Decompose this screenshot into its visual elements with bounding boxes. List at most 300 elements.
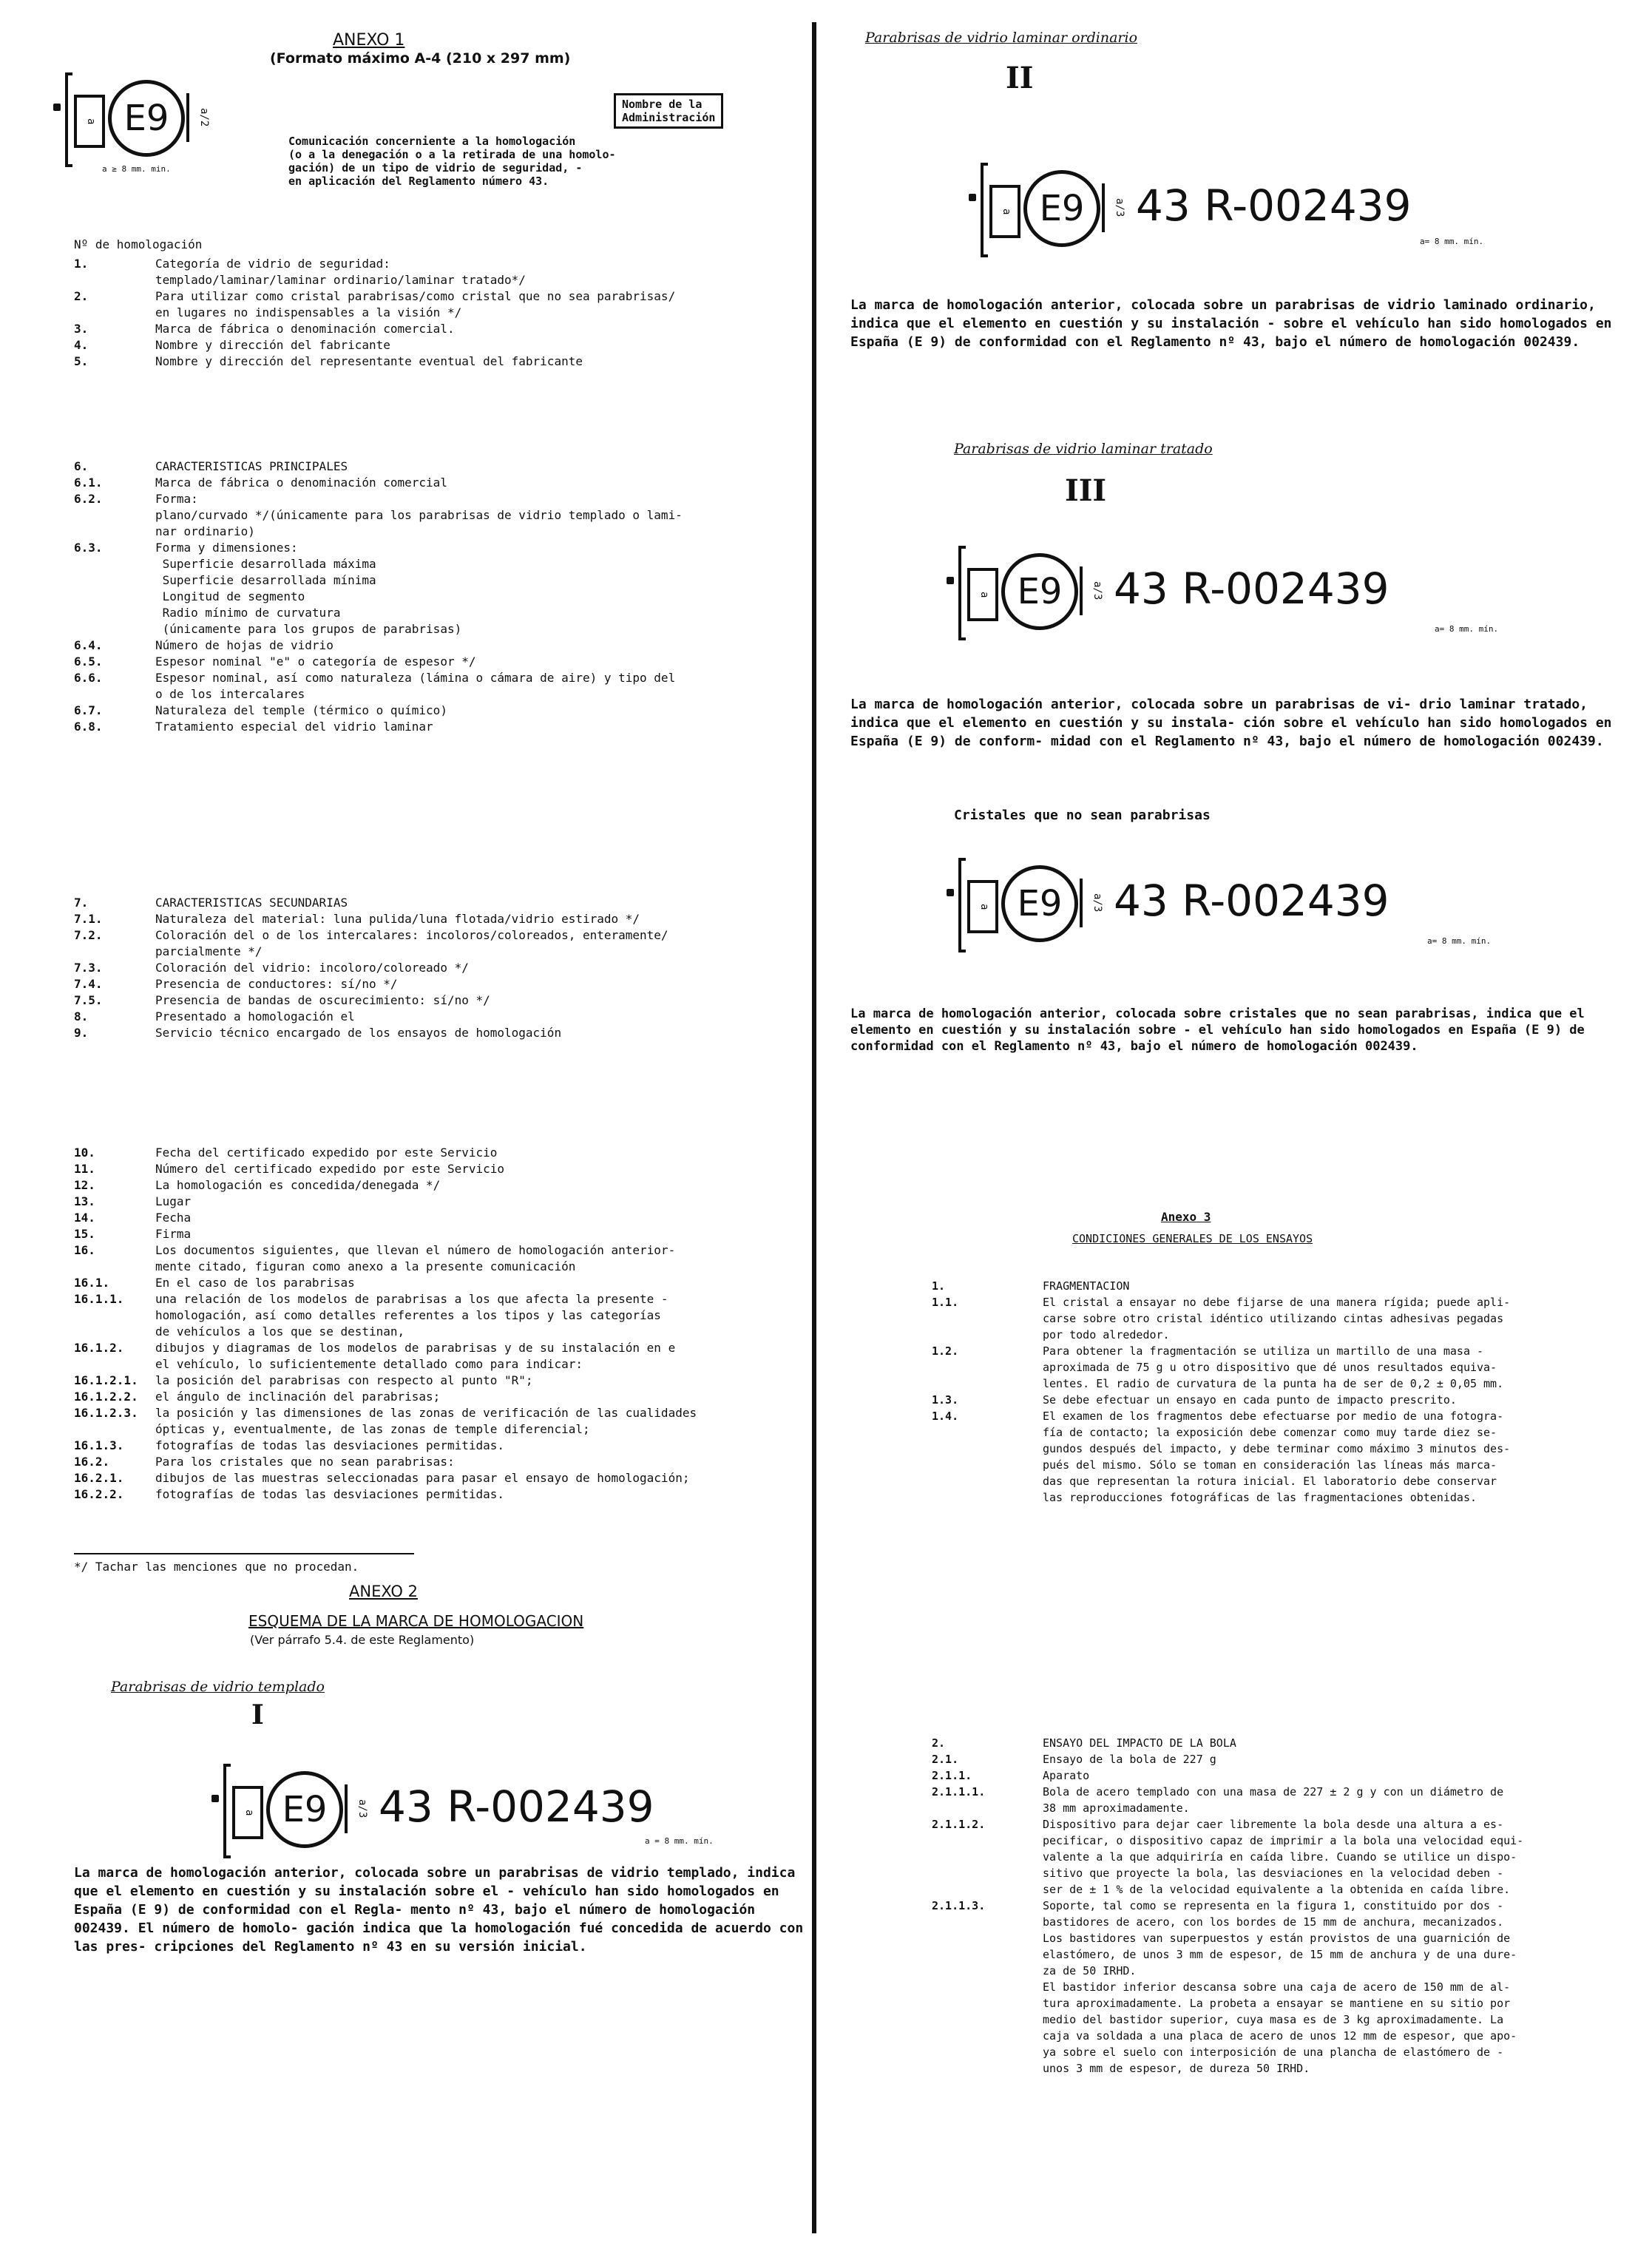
list-item xyxy=(74,1242,799,1259)
item-number: 16.1.2.2. xyxy=(74,1390,138,1404)
list-item xyxy=(74,305,799,321)
item-number: 16.2. xyxy=(74,1455,110,1469)
item-text: Presencia de bandas de oscurecimiento: sí/no */ xyxy=(155,993,490,1007)
list-item xyxy=(74,572,799,589)
list-item xyxy=(932,1457,1642,1473)
item-text: ópticas y, eventualmente, de las zonas de temple diferencial; xyxy=(155,1422,590,1436)
item-number: 16.1.2.3. xyxy=(74,1406,138,1420)
item-number: 2.1.1.1. xyxy=(932,1785,986,1799)
item-text: el vehículo, lo suficientemente detallado como para indicar: xyxy=(155,1357,583,1371)
annex1-mark xyxy=(53,72,275,174)
list-item xyxy=(74,524,799,540)
list-item xyxy=(932,1278,1642,1294)
list-item xyxy=(74,556,799,572)
item-number: 15. xyxy=(74,1227,95,1241)
item-text: Superficie desarrollada máxima xyxy=(155,557,376,571)
item-number: 13. xyxy=(74,1194,95,1208)
annex2-subtitle: ESQUEMA DE LA MARCA DE HOMOLOGACION xyxy=(248,1612,584,1630)
item-number: 16.2.2. xyxy=(74,1487,124,1501)
item-text: Para obtener la fragmentación se utiliza un martillo de una masa - xyxy=(1043,1344,1484,1358)
list-item xyxy=(74,637,799,654)
list-item xyxy=(74,1226,799,1242)
list-item xyxy=(932,2011,1642,2028)
item-text: El cristal a ensayar no debe fijarse de una manera rígida; puede apli- xyxy=(1043,1296,1511,1309)
list-item xyxy=(932,1294,1642,1310)
item-text: FRAGMENTACION xyxy=(1043,1279,1130,1293)
item-number: 6.3. xyxy=(74,541,103,555)
list-item xyxy=(74,1161,799,1177)
item-text: El bastidor inferior descansa sobre una caja de acero de 150 mm de al- xyxy=(1043,1980,1511,1994)
item-text: parcialmente */ xyxy=(155,944,263,958)
item-text: Presentado a homologación el xyxy=(155,1009,355,1023)
item-text: gundos después del impacto, y debe terminar como máximo 3 minutos des- xyxy=(1043,1442,1511,1455)
mark-e-circle: E9 xyxy=(266,1771,343,1848)
mark-small-box: a xyxy=(989,185,1020,238)
form-items-2 xyxy=(74,458,799,735)
list-item xyxy=(74,1259,799,1275)
item-number: 7. xyxy=(74,896,89,910)
list-item xyxy=(74,719,799,735)
list-item xyxy=(74,944,799,960)
mark-footnote: a= 8 mm. mín. xyxy=(1435,624,1499,634)
mark-e-circle: E9 xyxy=(108,80,185,157)
item-text: La homologación es concedida/denegada */ xyxy=(155,1178,441,1192)
item-text: tura aproximadamente. La probeta a ensayar se mantiene en su sitio por xyxy=(1043,1997,1511,2010)
mark-bracket xyxy=(958,546,966,640)
form-items-3 xyxy=(74,895,799,1041)
list-item xyxy=(74,1291,799,1307)
list-item xyxy=(932,1849,1642,1865)
cristales-heading: Cristales que no sean parabrisas xyxy=(954,808,1211,823)
mark-approval-number: 43 R-002439 xyxy=(379,1781,654,1832)
item-number: 16.1.2.1. xyxy=(74,1373,138,1387)
comm-line: en aplicación del Reglamento número 43. xyxy=(288,175,549,188)
item-text: plano/curvado */(únicamente para los parabrisas de vidrio templado o lami- xyxy=(155,508,683,522)
item-number: 6.6. xyxy=(74,671,103,685)
item-text: aproximada de 75 g u otro dispositivo que dé unos resultados equiva- xyxy=(1043,1361,1497,1374)
item-number: 6.2. xyxy=(74,492,103,506)
list-item xyxy=(74,540,799,556)
templado-heading: Parabrisas de vidrio templado xyxy=(111,1679,325,1695)
list-item xyxy=(932,1946,1642,1963)
list-item xyxy=(74,288,799,305)
form-items-1 xyxy=(74,256,799,370)
item-text: Radio mínimo de curvatura xyxy=(155,606,341,620)
cristales-paragraph: La marca de homologación anterior, colocada sobre cristales que no sean parabrisas, indica que el elemento en cuestión y su instalación sobre - el vehículo han sido homologados en España (E 9) de conformidad con el Reglamento nº 43, bajo el número de homologación 002439. xyxy=(850,1006,1585,1054)
list-item xyxy=(74,976,799,992)
item-text: por todo alrededor. xyxy=(1043,1328,1170,1341)
item-number: 7.4. xyxy=(74,977,103,991)
comm-line: gación) de un tipo de vidrio de seguridad, - xyxy=(288,161,583,175)
mark-e-circle: E9 xyxy=(1001,865,1078,942)
item-text: dibujos y diagramas de los modelos de parabrisas y de su instalación en e xyxy=(155,1341,676,1355)
mark-small-box: a xyxy=(74,95,105,148)
list-item xyxy=(932,2028,1642,2044)
item-text: Bola de acero templado con una masa de 227 ± 2 g y con un diámetro de xyxy=(1043,1785,1504,1799)
mark-bullet xyxy=(53,104,61,111)
item-text: Aparato xyxy=(1043,1769,1090,1782)
item-text: bastidores de acero, con los bordes de 15 mm de anchura, mecanizados. xyxy=(1043,1915,1504,1929)
list-item xyxy=(74,1373,799,1389)
list-item xyxy=(932,1784,1642,1800)
mark-small-dim: a/3 xyxy=(345,1784,368,1833)
mark-small-box: a xyxy=(967,880,998,933)
list-item xyxy=(932,1310,1642,1327)
list-item xyxy=(74,1486,799,1503)
laminar-ordinario-mark xyxy=(969,163,1560,251)
list-item xyxy=(74,670,799,686)
mark-footnote: a = 8 mm. mín. xyxy=(645,1836,714,1846)
list-item xyxy=(932,1359,1642,1375)
item-number: 12. xyxy=(74,1178,95,1192)
item-text: fía de contacto; la exposición debe comenzar como muy tarde diez se- xyxy=(1043,1426,1497,1439)
item-text: una relación de los modelos de parabrisas a los que afecta la presente - xyxy=(155,1292,668,1306)
list-item xyxy=(74,686,799,703)
item-text: nar ordinario) xyxy=(155,524,255,538)
item-number: 16. xyxy=(74,1243,95,1257)
list-item xyxy=(932,1473,1642,1489)
mark-e-circle: E9 xyxy=(1001,553,1078,630)
laminar-tratado-mark xyxy=(947,546,1538,635)
mark-small-dim: a/3 xyxy=(1080,879,1103,927)
list-item xyxy=(74,621,799,637)
mark-bullet xyxy=(969,194,976,201)
item-text: Servicio técnico encargado de los ensayos de homologación xyxy=(155,1026,562,1040)
list-item xyxy=(74,353,799,370)
mark-approval-number: 43 R-002439 xyxy=(1114,564,1389,614)
list-item xyxy=(74,960,799,976)
list-item xyxy=(74,1340,799,1356)
item-text: Tratamiento especial del vidrio laminar xyxy=(155,720,433,734)
item-text: ser de ± 1 % de la velocidad equivalente a la obtenida en caída libre. xyxy=(1043,1883,1511,1896)
annex2-reference: (Ver párrafo 5.4. de este Reglamento) xyxy=(250,1633,475,1647)
item-text: dibujos de las muestras seleccionadas para pasar el ensayo de homologación; xyxy=(155,1471,690,1485)
mark-bracket xyxy=(958,858,966,952)
item-text: Número de hojas de vidrio xyxy=(155,638,334,652)
item-number: 2.1.1.2. xyxy=(932,1818,986,1831)
item-text: ya sobre el suelo con interposición de una plancha de elastómero de - xyxy=(1043,2045,1504,2059)
item-text: Lugar xyxy=(155,1194,192,1208)
list-item xyxy=(74,458,799,475)
item-number: 4. xyxy=(74,338,89,352)
annex3-subtitle: CONDICIONES GENERALES DE LOS ENSAYOS xyxy=(1072,1232,1313,1245)
item-text: Marca de fábrica o denominación comercial. xyxy=(155,322,455,336)
item-text: Naturaleza del material: luna pulida/luna flotada/vidrio estirado */ xyxy=(155,912,640,926)
list-item xyxy=(74,927,799,944)
item-text: Fecha del certificado expedido por este Servicio xyxy=(155,1146,498,1160)
item-text: (únicamente para los grupos de parabrisas) xyxy=(155,622,462,636)
list-item xyxy=(74,272,799,288)
list-item xyxy=(932,2060,1642,2077)
list-item xyxy=(74,1454,799,1470)
laminar-ordinario-symbol: II xyxy=(1006,61,1034,95)
list-item xyxy=(932,1392,1642,1408)
item-text: Firma xyxy=(155,1227,192,1241)
list-item xyxy=(932,1767,1642,1784)
mark-bullet xyxy=(947,577,954,584)
item-text: za de 50 IRHD. xyxy=(1043,1964,1137,1977)
item-text: la posición del parabrisas con respecto al punto "R"; xyxy=(155,1373,533,1387)
list-item xyxy=(74,507,799,524)
laminar-tratado-symbol: III xyxy=(1065,473,1107,508)
list-item xyxy=(932,1800,1642,1816)
laminar-ordinario-paragraph: La marca de homologación anterior, colocada sobre un parabrisas de vidrio laminado ordinario, indica que el elemento en cuestión y su instalación - sobre el vehículo han sido homologados en España (E 9) de conformidad con el Reglamento nº 43, bajo el número de homologación 002439. xyxy=(850,297,1612,350)
list-item xyxy=(932,1979,1642,1995)
item-text: Número del certificado expedido por este Servicio xyxy=(155,1162,505,1176)
item-number: 1.2. xyxy=(932,1344,959,1358)
item-text: Soporte, tal como se representa en la figura 1, constituido por dos - xyxy=(1043,1899,1504,1912)
list-item xyxy=(932,1489,1642,1506)
item-text: mente citado, figuran como anexo a la presente comunicación xyxy=(155,1259,576,1273)
laminar-ordinario-heading: Parabrisas de vidrio laminar ordinario xyxy=(865,30,1138,46)
item-number: 9. xyxy=(74,1026,89,1040)
list-item xyxy=(74,1405,799,1421)
list-item xyxy=(932,1865,1642,1881)
laminar-tratado-heading: Parabrisas de vidrio laminar tratado xyxy=(954,441,1213,457)
communication-text xyxy=(288,135,616,188)
item-text: o de los intercalares xyxy=(155,687,305,701)
list-item xyxy=(74,1177,799,1194)
item-text: Los documentos siguientes, que llevan el número de homologación anterior- xyxy=(155,1243,676,1257)
item-text: Naturaleza del temple (térmico o químico) xyxy=(155,703,447,717)
list-item xyxy=(74,1421,799,1438)
annex1-format: (Formato máximo A-4 (210 x 297 mm) xyxy=(270,50,571,67)
item-text: Para utilizar como cristal parabrisas/como cristal que no sea parabrisas/ xyxy=(155,289,676,303)
item-text: el ángulo de inclinación del parabrisas; xyxy=(155,1390,441,1404)
item-number: 10. xyxy=(74,1146,95,1160)
mark-footnote: a ≥ 8 mm. min. xyxy=(102,164,171,174)
laminar-tratado-paragraph: La marca de homologación anterior, colocada sobre un parabrisas de vi- drio laminar tratado, indica que el elemento en cuestión y su instala- ción sobre el vehículo han sido homologados en España (E 9) de conform- midad con el Reglamento nº 43, bajo el número de homologación 002439. xyxy=(850,697,1612,749)
list-item xyxy=(74,1307,799,1324)
item-text: Ensayo de la bola de 227 g xyxy=(1043,1753,1216,1766)
cristales-mark xyxy=(947,858,1538,947)
item-text: homologación, así como detalles referentes a los tipos y las categorías xyxy=(155,1308,661,1322)
list-item xyxy=(74,703,799,719)
item-number: 2.1. xyxy=(932,1753,959,1766)
mark-small-dim: a/2 xyxy=(186,93,210,142)
item-number: 16.1.2. xyxy=(74,1341,124,1355)
mark-bracket xyxy=(223,1764,231,1858)
item-number: 7.1. xyxy=(74,912,103,926)
item-text: medio del bastidor superior, cuya masa es de 3 kg aproximadamente. La xyxy=(1043,2013,1504,2026)
item-text: fotografías de todas las desviaciones permitidas. xyxy=(155,1438,505,1452)
item-number: 16.1.1. xyxy=(74,1292,124,1306)
mark-small-box: a xyxy=(967,568,998,621)
form-items-4 xyxy=(74,1145,799,1503)
list-item xyxy=(932,2044,1642,2060)
mark-e-circle: E9 xyxy=(1023,170,1100,247)
item-text: elastómero, de unos 3 mm de espesor, de 15 mm de anchura y de una dure- xyxy=(1043,1948,1517,1961)
list-item xyxy=(74,895,799,911)
list-item xyxy=(932,1816,1642,1833)
mark-footnote: a= 8 mm. mín. xyxy=(1420,237,1484,246)
annex3-section-1 xyxy=(932,1278,1642,1506)
admin-line-2: Administración xyxy=(622,111,716,124)
item-number: 1.4. xyxy=(932,1410,959,1423)
item-text: Coloración del vidrio: incoloro/coloreado */ xyxy=(155,961,469,975)
item-text: pecificar, o dispositivo capaz de imprimir a la bola una velocidad equi- xyxy=(1043,1834,1524,1847)
list-item xyxy=(74,491,799,507)
mark-bracket xyxy=(981,163,988,257)
footnote: */ Tachar las menciones que no procedan. xyxy=(74,1560,359,1574)
item-text: CARACTERISTICAS PRINCIPALES xyxy=(155,459,348,473)
list-item xyxy=(74,1356,799,1373)
admin-name-box xyxy=(614,93,723,129)
list-item xyxy=(74,337,799,353)
item-text: Forma y dimensiones: xyxy=(155,541,298,555)
list-item xyxy=(74,1275,799,1291)
list-item xyxy=(74,1194,799,1210)
mark-small-box: a xyxy=(232,1786,263,1839)
item-text: Se debe efectuar un ensayo en cada punto de impacto prescrito. xyxy=(1043,1393,1457,1407)
item-text: sitivo que proyecte la bola, las desviaciones en la velocidad deben - xyxy=(1043,1867,1504,1880)
item-number: 6.8. xyxy=(74,720,103,734)
item-number: 5. xyxy=(74,354,89,368)
item-text: Espesor nominal, así como naturaleza (lámina o cámara de aire) y tipo del xyxy=(155,671,676,685)
list-item xyxy=(932,1898,1642,1914)
item-text: Nombre y dirección del fabricante xyxy=(155,338,390,352)
item-text: Los bastidores van superpuestos y están provistos de una guarnición de xyxy=(1043,1932,1511,1945)
mark-approval-number: 43 R-002439 xyxy=(1114,876,1389,926)
item-number: 2.1.1.3. xyxy=(932,1899,986,1912)
list-item xyxy=(932,1424,1642,1441)
item-number: 6.7. xyxy=(74,703,103,717)
templado-paragraph: La marca de homologación anterior, colocada sobre un parabrisas de vidrio templado, indica que el elemento en cuestión y su instalación sobre el - vehículo han sido homologados en España (E 9) de conformidad con el Regla- mento nº 43, bajo el número de homologación 002439. El número de homolo- gación indica que la homologación fué concedida de acuerdo con las pres- cripciones del Reglamento nº 43 en su versión inicial. xyxy=(74,1865,804,1955)
list-item xyxy=(74,1324,799,1340)
list-item xyxy=(932,1735,1642,1751)
list-item xyxy=(74,911,799,927)
item-number: 16.1.3. xyxy=(74,1438,124,1452)
item-text: Espesor nominal "e" o categoría de espesor */ xyxy=(155,654,476,669)
comm-line: Comunicación concerniente a la homologación xyxy=(288,135,576,148)
list-item xyxy=(932,1327,1642,1343)
item-number: 6.1. xyxy=(74,476,103,490)
list-item xyxy=(932,1343,1642,1359)
item-text: ENSAYO DEL IMPACTO DE LA BOLA xyxy=(1043,1736,1236,1750)
item-text: fotografías de todas las desviaciones permitidas. xyxy=(155,1487,505,1501)
item-number: 2. xyxy=(932,1736,946,1750)
item-text: caja va soldada a una placa de acero de unos 12 mm de espesor, que apo- xyxy=(1043,2029,1517,2043)
item-text: Dispositivo para dejar caer libremente la bola desde una altura a es- xyxy=(1043,1818,1504,1831)
list-item xyxy=(74,1470,799,1486)
mark-footnote: a= 8 mm. mín. xyxy=(1427,936,1492,946)
list-item xyxy=(74,992,799,1009)
list-item xyxy=(74,605,799,621)
list-item xyxy=(932,1833,1642,1849)
item-text: Superficie desarrollada mínima xyxy=(155,573,376,587)
mark-small-dim: a/3 xyxy=(1080,566,1103,615)
item-text: Presencia de conductores: sí/no */ xyxy=(155,977,398,991)
list-item xyxy=(932,1995,1642,2011)
item-number: 7.5. xyxy=(74,993,103,1007)
list-item xyxy=(74,1009,799,1025)
item-text: lentes. El radio de curvatura de la punta ha de ser de 0,2 ± 0,05 mm. xyxy=(1043,1377,1504,1390)
item-text: pués del mismo. Sólo se toman en consideración las líneas más marca- xyxy=(1043,1458,1497,1472)
list-item xyxy=(932,1751,1642,1767)
item-text: Forma: xyxy=(155,492,198,506)
item-text: Longitud de segmento xyxy=(155,589,305,603)
list-item xyxy=(932,1441,1642,1457)
annex2-title: ANEXO 2 xyxy=(349,1583,418,1600)
item-text: Coloración del o de los intercalares: incoloros/coloreados, enteramente/ xyxy=(155,928,668,942)
list-item xyxy=(74,1025,799,1041)
list-item xyxy=(932,1930,1642,1946)
list-item xyxy=(74,1389,799,1405)
list-item xyxy=(932,1914,1642,1930)
item-number: 6.5. xyxy=(74,654,103,669)
item-text: El examen de los fragmentos debe efectuarse por medio de una fotogra- xyxy=(1043,1410,1504,1423)
item-text: en lugares no indispensables a la visión */ xyxy=(155,305,462,319)
item-number: 1.1. xyxy=(932,1296,959,1309)
list-item xyxy=(74,1210,799,1226)
annex1-title: ANEXO 1 xyxy=(333,31,405,50)
list-item xyxy=(74,1438,799,1454)
item-number: 11. xyxy=(74,1162,95,1176)
mark-bullet xyxy=(947,889,954,896)
item-number: 2. xyxy=(74,289,89,303)
list-item xyxy=(932,1375,1642,1392)
list-item xyxy=(932,1408,1642,1424)
list-item xyxy=(74,321,799,337)
item-text: 38 mm aproximadamente. xyxy=(1043,1801,1190,1815)
item-text: de vehículos a los que se destinan, xyxy=(155,1324,405,1339)
item-number: 16.1. xyxy=(74,1276,110,1290)
item-number: 6. xyxy=(74,459,89,473)
homologation-number-label: Nº de homologación xyxy=(74,237,203,251)
item-number: 1.3. xyxy=(932,1393,959,1407)
list-item xyxy=(74,654,799,670)
list-item xyxy=(74,589,799,605)
mark-small-dim: a/3 xyxy=(1102,183,1125,232)
item-number: 1. xyxy=(932,1279,946,1293)
item-number: 14. xyxy=(74,1211,95,1225)
item-number: 3. xyxy=(74,322,89,336)
footnote-rule xyxy=(74,1553,414,1554)
item-number: 1. xyxy=(74,257,89,271)
item-text: das que representan la rotura inicial. El laboratorio debe conservar xyxy=(1043,1475,1497,1488)
item-number: 2.1.1. xyxy=(932,1769,972,1782)
list-item xyxy=(74,256,799,272)
item-text: Marca de fábrica o denominación comercial xyxy=(155,476,447,490)
item-text: Nombre y dirección del representante eventual del fabricante xyxy=(155,354,583,368)
templado-symbol: I xyxy=(251,1699,264,1730)
item-text: unos 3 mm de espesor, de dureza 50 IRHD. xyxy=(1043,2062,1310,2075)
templado-mark xyxy=(211,1764,788,1852)
mark-bullet xyxy=(211,1795,219,1802)
mark-bracket xyxy=(65,72,72,167)
item-text: En el caso de los parabrisas xyxy=(155,1276,355,1290)
item-text: CARACTERISTICAS SECUNDARIAS xyxy=(155,896,348,910)
mark-approval-number: 43 R-002439 xyxy=(1136,180,1412,231)
item-number: 6.4. xyxy=(74,638,103,652)
list-item xyxy=(932,1881,1642,1898)
comm-line: (o a la denegación o a la retirada de una homolo- xyxy=(288,148,616,161)
item-text: Para los cristales que no sean parabrisas: xyxy=(155,1455,455,1469)
item-text: valente a la que adquiriría en caída libre. Cuando se utilice un dispo- xyxy=(1043,1850,1517,1864)
item-number: 8. xyxy=(74,1009,89,1023)
annex3-section-2 xyxy=(932,1735,1642,2077)
item-text: templado/laminar/laminar ordinario/laminar tratado*/ xyxy=(155,273,526,287)
item-number: 7.3. xyxy=(74,961,103,975)
list-item xyxy=(74,1145,799,1161)
item-text: carse sobre otro cristal idéntico utilizando cintas adhesivas pegadas xyxy=(1043,1312,1504,1325)
annex3-title: Anexo 3 xyxy=(1161,1210,1211,1224)
item-number: 16.2.1. xyxy=(74,1471,124,1485)
item-text: Categoría de vidrio de seguridad: xyxy=(155,257,390,271)
item-text: las reproducciones fotográficas de las fragmentaciones obtenidas. xyxy=(1043,1491,1477,1504)
item-number: 7.2. xyxy=(74,928,103,942)
list-item xyxy=(932,1963,1642,1979)
